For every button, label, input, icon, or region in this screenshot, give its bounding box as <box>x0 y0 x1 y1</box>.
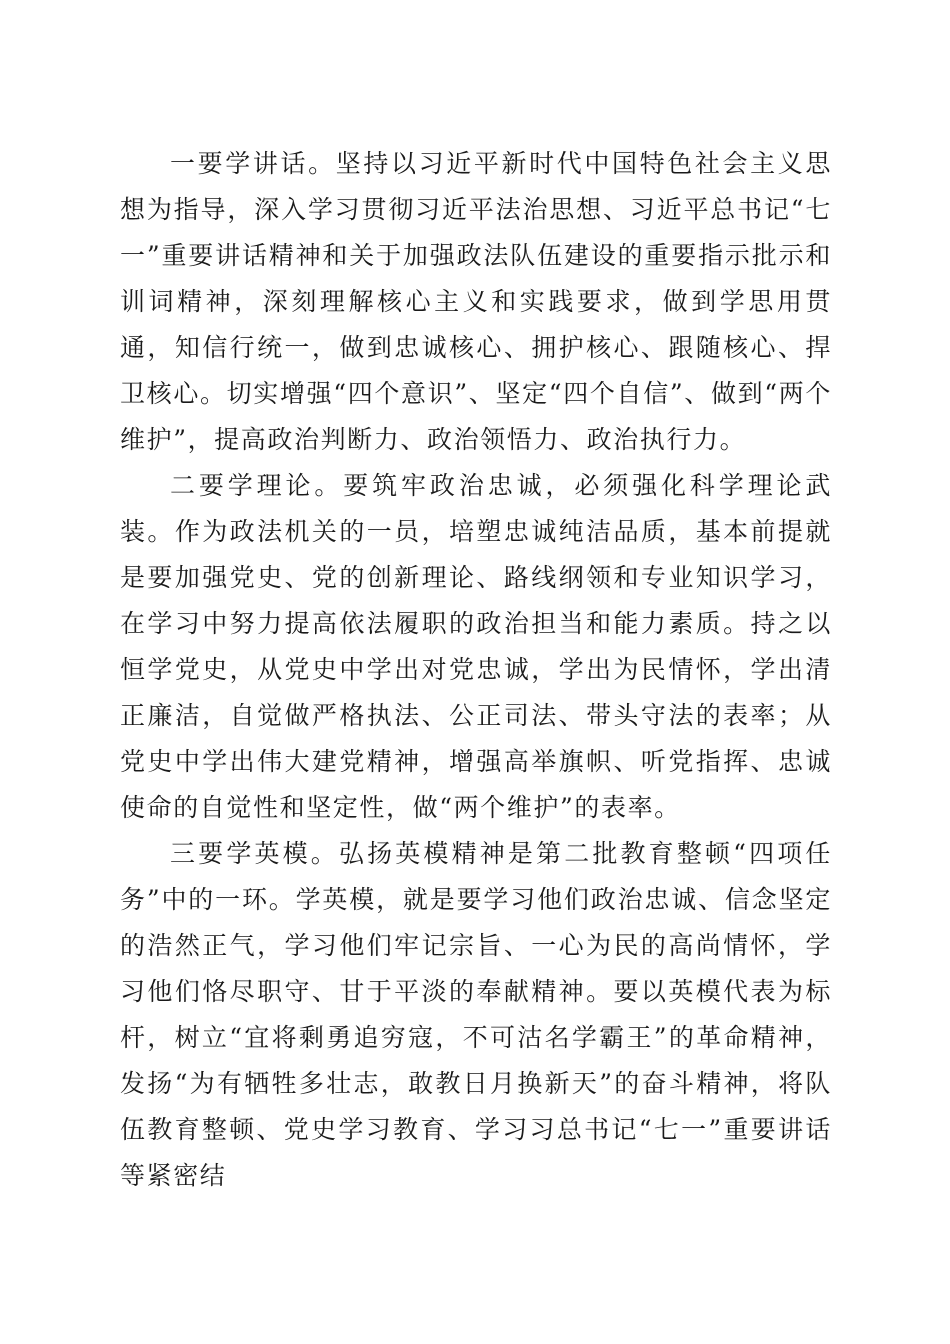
paragraph-study-theory: 二要学理论。要筑牢政治忠诚，必须强化科学理论武装。作为政法机关的一员，培塑忠诚纯洁品质，基本前提就是要加强党史、党的创新理论、路线纲领和专业知识学习，在学习中努力提高依法履职的政治担当和能力素质。持之以恒学党史，从党史中学出对党忠诚，学出为民情怀，学出清正廉洁，自觉做严格执法、公正司法、带头守法的表率；从党史中学出伟大建党精神，增强高举旗帜、听党指挥、忠诚使命的自觉性和坚定性，做“两个维护”的表率。 <box>120 471 832 822</box>
paragraph-study-heroes: 三要学英模。弘扬英模精神是第二批教育整顿“四项任务”中的一环。学英模，就是要学习他们政治忠诚、信念坚定的浩然正气，学习他们牢记宗旨、一心为民的高尚情怀，学习他们恪尽职守、甘于平淡的奉献精神。要以英模代表为标杆，树立“宜将剩勇追穷寇，不可沽名学霸王”的革命精神，发扬“为有牺牲多壮志，敢教日月换新天”的奋斗精神，将队伍教育整顿、党史学习教育、学习习总书记“七一”重要讲话等紧密结 <box>120 839 832 1190</box>
document-body <box>120 141 832 1199</box>
paragraph-study-speech: 一要学讲话。坚持以习近平新时代中国特色社会主义思想为指导，深入学习贯彻习近平法治思想、习近平总书记“七一”重要讲话精神和关于加强政法队伍建设的重要指示批示和训词精神，深刻理解核心主义和实践要求，做到学思用贯通，知信行统一，做到忠诚核心、拥护核心、跟随核心、捍卫核心。切实增强“四个意识”、坚定“四个自信”、做到“两个维护”，提高政治判断力、政治领悟力、政治执行力。 <box>120 149 832 454</box>
